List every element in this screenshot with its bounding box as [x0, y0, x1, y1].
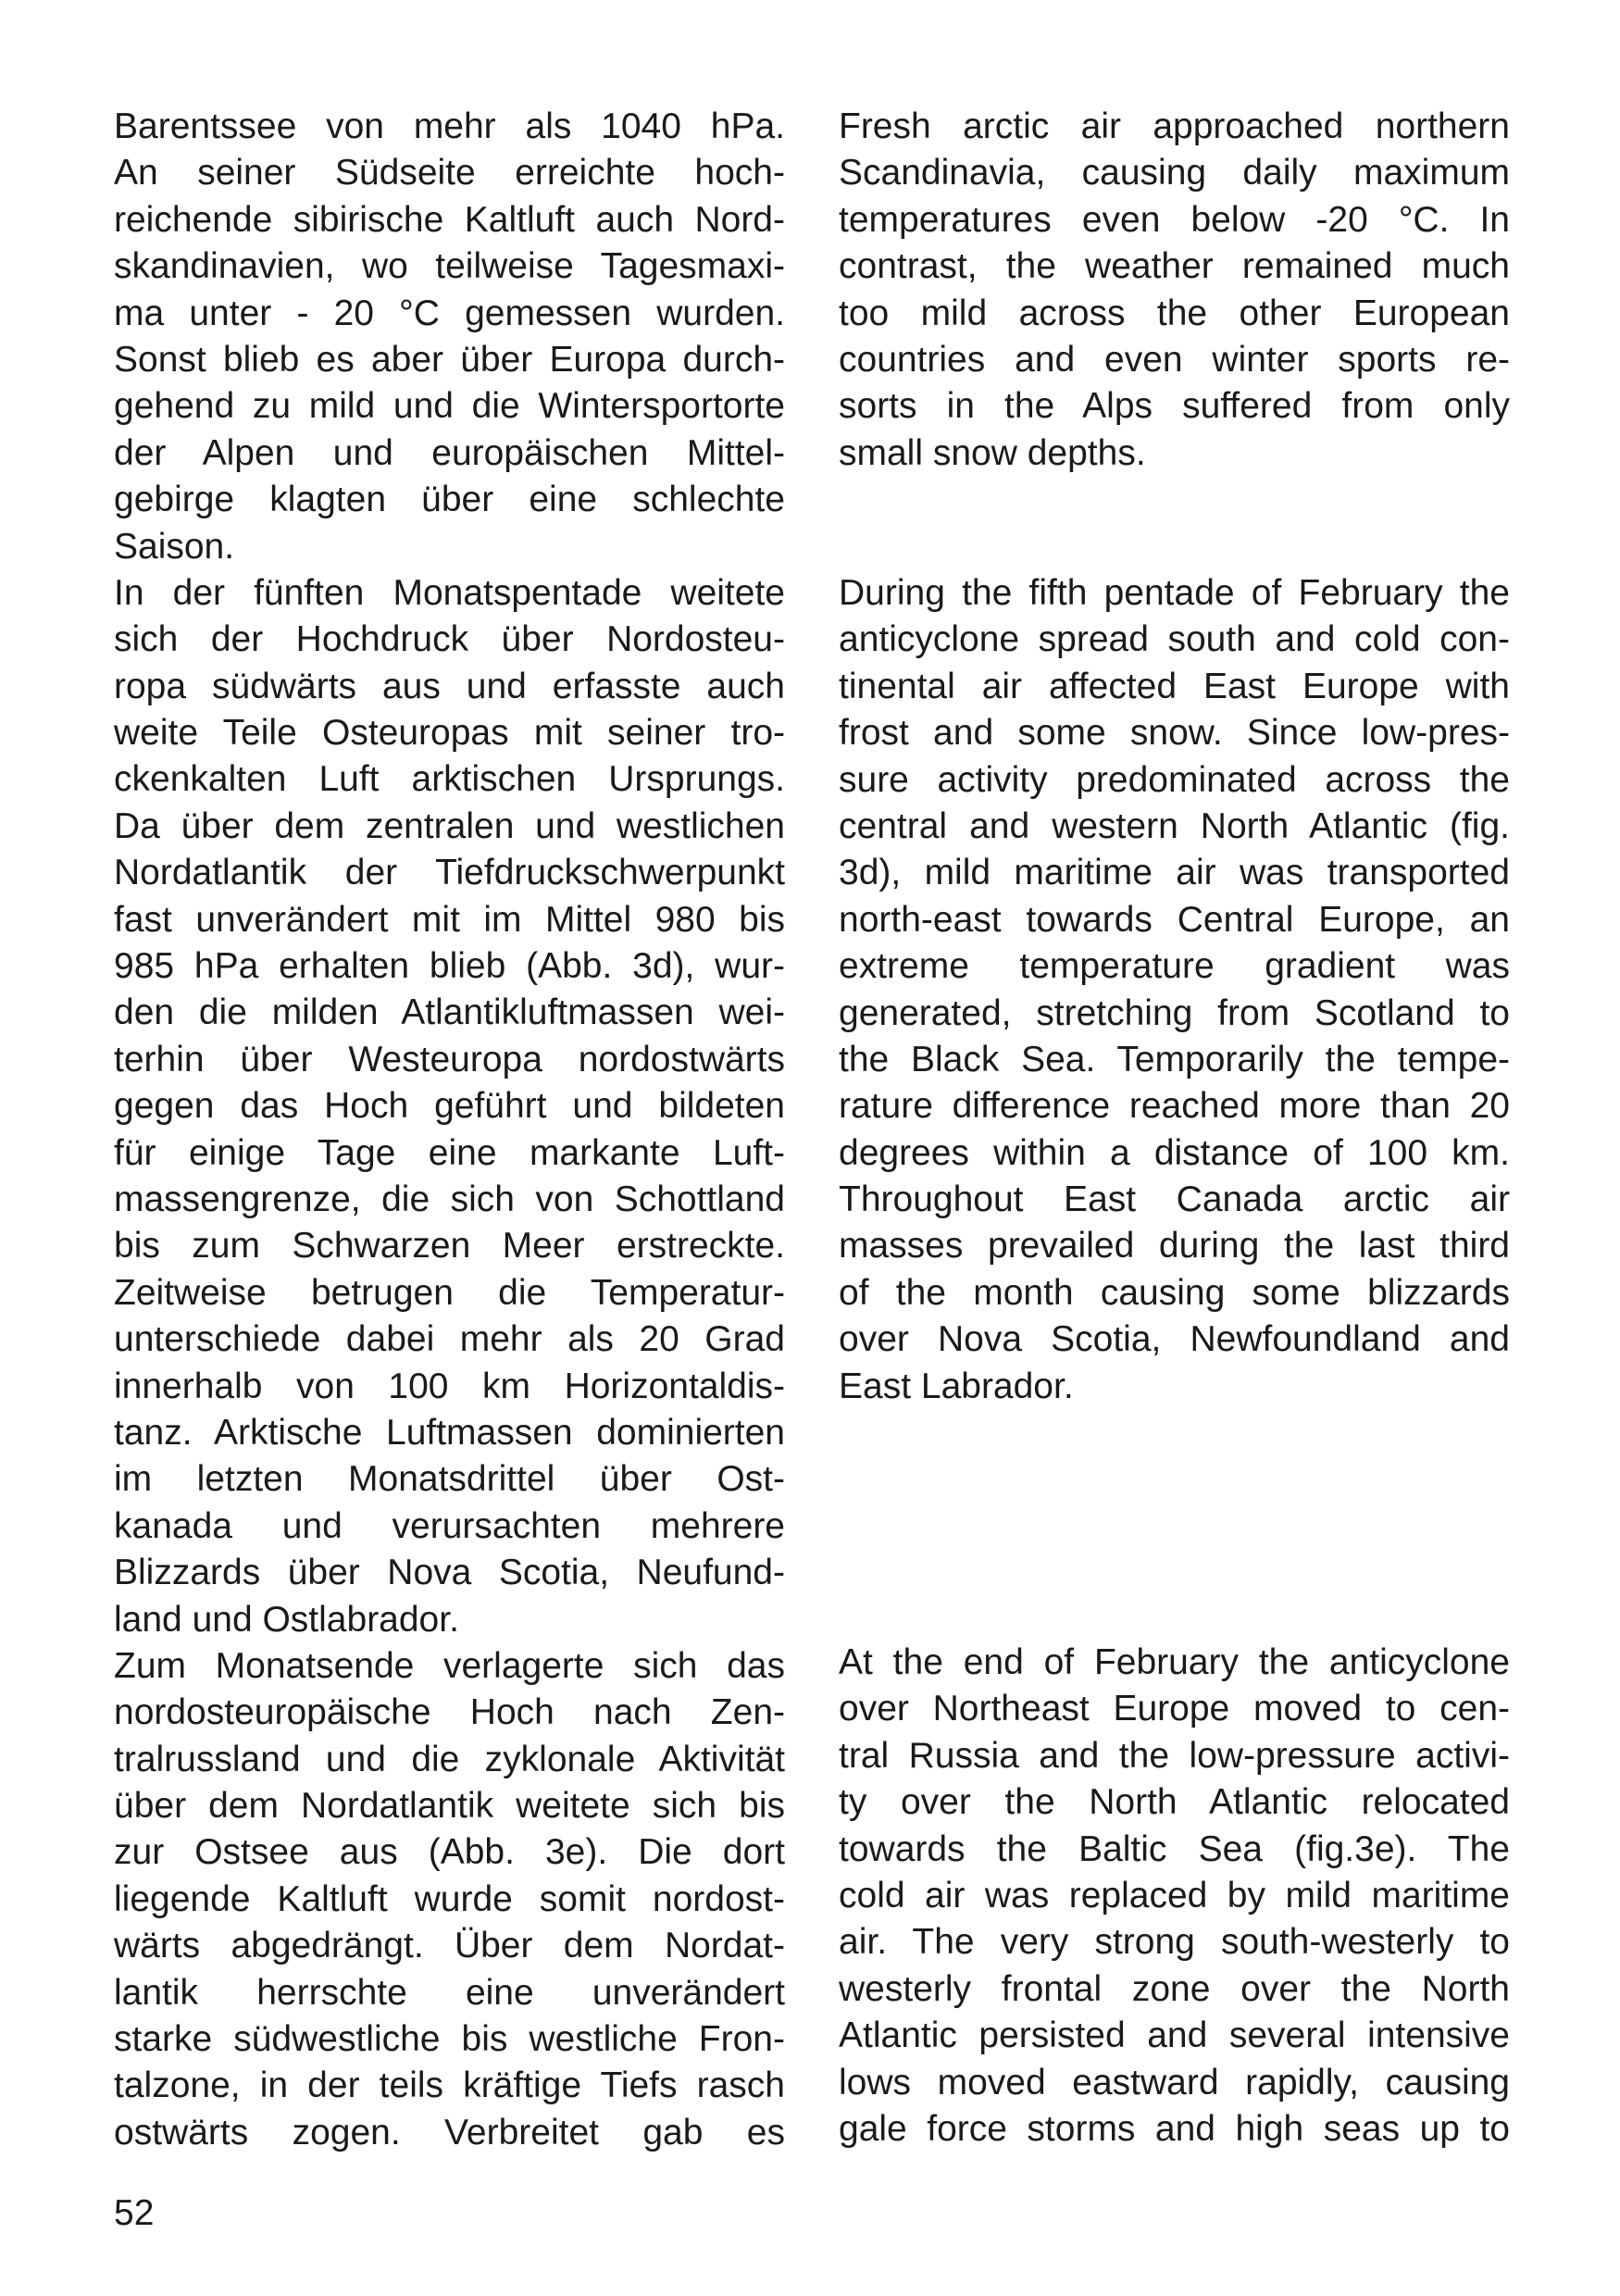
text-line: Zeitweise betrugen die Temperatur-	[114, 1272, 785, 1313]
text-line: the Black Sea. Temporarily the tempe-	[839, 1039, 1510, 1079]
text-line: cold air was replaced by mild maritime	[839, 1875, 1510, 1915]
text-line: ostwärts zogen. Verbreitet gab es	[114, 2112, 785, 2152]
english-paragraph-1	[839, 104, 1510, 477]
text-line: anticyclone spread south and cold con-	[839, 619, 1510, 660]
text-line: Scandinavia, causing daily maximum	[839, 153, 1510, 193]
text-line: weite Teile Osteuropas mit seiner tro-	[114, 713, 785, 754]
text-line: tinental air affected East Europe with	[839, 666, 1510, 706]
text-line: im letzten Monatsdrittel über Ost-	[114, 1459, 785, 1500]
text-line: 3d), mild maritime air was transported	[839, 853, 1510, 893]
text-line: Saison.	[114, 526, 235, 567]
text-line: north-east towards Central Europe, an	[839, 899, 1510, 940]
text-line: over Nova Scotia, Newfoundland and	[839, 1319, 1510, 1360]
text-line: kanada und verursachten mehrere	[114, 1505, 785, 1546]
text-line: 985 hPa erhalten blieb (Abb. 3d), wur-	[114, 946, 785, 987]
text-line: Fresh arctic air approached northern	[839, 106, 1510, 146]
text-line: central and western North Atlantic (fig.	[839, 805, 1510, 846]
text-line: countries and even winter sports re-	[839, 339, 1510, 380]
text-line: masses prevailed during the last third	[839, 1226, 1510, 1267]
text-line: Nordatlantik der Tiefdruckschwerpunkt	[114, 853, 785, 893]
german-text-column	[114, 104, 785, 2156]
text-line: tralrussland und die zyklonale Aktivität	[114, 1739, 785, 1779]
text-line: contrast, the weather remained much	[839, 246, 1510, 287]
text-line: towards the Baltic Sea (fig.3e). The	[839, 1828, 1510, 1869]
text-line: small snow depths.	[839, 432, 1146, 473]
text-line: nordosteuropäische Hoch nach Zen-	[114, 1692, 785, 1733]
text-line: lantik herrschte eine unverändert	[114, 1972, 785, 2013]
text-line: unterschiede dabei mehr als 20 Grad	[114, 1319, 785, 1360]
text-line: extreme temperature gradient was	[839, 946, 1510, 987]
text-line: der Alpen und europäischen Mittel-	[114, 432, 785, 473]
text-line: bis zum Schwarzen Meer erstreckte.	[114, 1226, 785, 1267]
text-line: starke südwestliche bis westliche Fron-	[114, 2019, 785, 2060]
text-line: In der fünften Monatspentade weitete	[114, 572, 785, 613]
text-line: terhin über Westeuropa nordostwärts	[114, 1039, 785, 1079]
text-line: gegen das Hoch geführt und bildeten	[114, 1086, 785, 1127]
text-line: über dem Nordatlantik weitete sich bis	[114, 1786, 785, 1827]
text-line: Barentssee von mehr als 1040 hPa.	[114, 106, 785, 146]
text-line: Da über dem zentralen und westlichen	[114, 805, 785, 846]
english-paragraph-2	[839, 570, 1510, 1410]
text-line: At the end of February the anticyclone	[839, 1642, 1510, 1682]
english-paragraph-3	[839, 1640, 1510, 2152]
text-line: too mild across the other European	[839, 293, 1510, 333]
text-line: degrees within a distance of 100 km.	[839, 1132, 1510, 1173]
text-line: lows moved eastward rapidly, causing	[839, 2062, 1510, 2103]
text-line: East Labrador.	[839, 1366, 1074, 1406]
text-line: rature difference reached more than 20	[839, 1086, 1510, 1127]
text-line: Sonst blieb es aber über Europa durch-	[114, 339, 785, 380]
page-number: 52	[114, 2193, 155, 2233]
text-line: Atlantic persisted and several intensive	[839, 2015, 1510, 2056]
text-line: An seiner Südseite erreichte hoch-	[114, 153, 785, 193]
text-line: ma unter - 20 °C gemessen wurden.	[114, 293, 785, 333]
text-line: liegende Kaltluft wurde somit nordost-	[114, 1878, 785, 1919]
text-line: für einige Tage eine markante Luft-	[114, 1132, 785, 1173]
text-line: generated, stretching from Scotland to	[839, 992, 1510, 1033]
text-line: sich der Hochdruck über Nordosteu-	[114, 619, 785, 660]
text-line: Throughout East Canada arctic air	[839, 1179, 1510, 1220]
text-line: During the fifth pentade of February the	[839, 573, 1510, 613]
text-line: of the month causing some blizzards	[839, 1272, 1510, 1313]
text-line: air. The very strong south-westerly to	[839, 1922, 1510, 1963]
text-line: fast unverändert mit im Mittel 980 bis	[114, 899, 785, 940]
text-line: tral Russia and the low-pressure activi-	[839, 1735, 1510, 1776]
text-line: Zum Monatsende verlagerte sich das	[114, 1645, 785, 1686]
text-line: sure activity predominated across the	[839, 759, 1510, 800]
text-line: den die milden Atlantikluftmassen wei-	[114, 992, 785, 1033]
text-line: massengrenze, die sich von Schottland	[114, 1179, 785, 1219]
text-line: tanz. Arktische Luftmassen dominierten	[114, 1412, 785, 1453]
text-line: Blizzards über Nova Scotia, Neufund-	[114, 1553, 785, 1593]
text-line: sorts in the Alps suffered from only	[839, 386, 1510, 427]
text-line: zur Ostsee aus (Abb. 3e). Die dort	[114, 1832, 785, 1873]
text-line: ckenkalten Luft arktischen Ursprungs.	[114, 759, 785, 800]
text-line: ropa südwärts aus und erfasste auch	[114, 666, 785, 706]
text-line: gale force storms and high seas up to	[839, 2108, 1510, 2149]
text-line: over Northeast Europe moved to cen-	[839, 1689, 1510, 1729]
text-line: gehend zu mild und die Wintersportorte	[114, 386, 785, 427]
text-line: temperatures even below -20 °C. In	[839, 199, 1510, 240]
text-line: westerly frontal zone over the North	[839, 1968, 1510, 2009]
text-line: skandinavien, wo teilweise Tagesmaxi-	[114, 246, 785, 287]
text-line: innerhalb von 100 km Horizontaldis-	[114, 1366, 785, 1406]
text-line: land und Ostlabrador.	[114, 1599, 459, 1640]
text-line: reichende sibirische Kaltluft auch Nord-	[114, 199, 785, 240]
text-line: frost and some snow. Since low-pres-	[839, 713, 1510, 754]
text-line: gebirge klagten über eine schlechte	[114, 480, 785, 520]
text-line: talzone, in der teils kräftige Tiefs rasch	[114, 2065, 785, 2106]
text-line: wärts abgedrängt. Über dem Nordat-	[114, 1926, 785, 1966]
text-line: ty over the North Atlantic relocated	[839, 1782, 1510, 1823]
